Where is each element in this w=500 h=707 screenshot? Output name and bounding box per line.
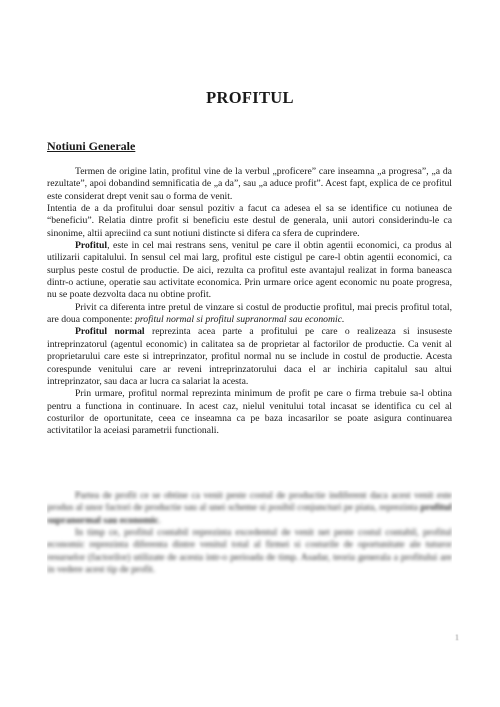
bold-term: profitul supranormal sau economic (47, 502, 452, 526)
document-title: PROFITUL (206, 88, 294, 107)
paragraph: In timp ce, profitul contabil reprezinta excedentul de venit net peste costul contabil, profitul economic reprezinta diferenta dintre venitul total al firmei si costurile de oportunitate ale tuturor resurselor (factorilor) utilizate de acesta intr-o perioada de timp. Asadar, teoria generala a profitului are in vedere acest tip de profit. (47, 527, 452, 576)
bold-term: Profitul (75, 240, 108, 252)
paragraph-text: Partea de profit ce se obtine ca venit peste costul de productie indiferent daca acest venit este produs al unor factori de productie sau al unei scheme si posibil conjuncturi pe piata, reprezinta (47, 490, 452, 514)
paragraph: Termen de origine latin, profitul vine de la verbul „proficere” care inseamna „a progresa”, „a da rezultate”, apoi dobandind semnificatia de „a da”, sau „a aduce profit”. Acest fapt, explica de ce profitul este considerat drept venit sau o forma de venit. (47, 166, 452, 202)
blurred-preview-region (47, 490, 452, 590)
bold-term: Profitul normal (75, 326, 145, 338)
paragraph-text: Privit ca diferenta intre pretul de vinzare si costul de productie profitul, mai precis profitul total, are doua componente: (47, 301, 452, 326)
paragraph: Prin urmare, profitul normal reprezinta minimum de profit pe care o firma trebuie sa-l obtina pentru a functiona in continuare. In acest caz, nielul venitului total incasat se identifica cu cel al costurilor de oportunitate, ceea ce inseamna ca pe baza incasarilor se poate asigura continuarea activitatilor la aceiasi parametrii functionali. (47, 388, 452, 437)
italic-term: profitul normal si profitul supranormal sau economic. (134, 314, 345, 326)
paragraph-text: . (158, 514, 161, 526)
paragraph-text: , este in cel mai restrans sens, venitul pe care il obtin agentii economici, ca produs al utilizarii capitalului. In sensul cel mai larg, profitul este cistigul pe care-l obtin agentii economici, ca surplus peste costul de productie. De aici, rezulta ca profitul este avantajul realizat in forma baneasca dintr-o actiune, operatie sau activitate economica. Prin urmare orice agent economic nu poate progresa, nu se poate dezvolta daca nu obtine profit. (47, 240, 452, 301)
paragraph: Intentia de a da profitului doar sensul pozitiv a facut ca adesea el sa se identifice cu notiunea de “beneficiu”. Relatia dintre profit si beneficiu este destul de generala, unii autori considerindu-le ca sinonime, altii apreciind ca sunt notiuni distincte si difera ca sfera de cuprindere. (47, 203, 452, 239)
paragraph-text: reprezinta acea parte a profitului pe care o realizeaza si insuseste intreprinzatorul (agentul economic) in calitatea sa de proprietar al factorilor de productie. Ca venit al proprietarului care este si intreprinzator, profitul normal nu se include in costul de productie. Acesta corespunde venitului care ar reveni intreprinzatorului daca el ar inchiria capitalul sau altui intreprinzator, sau daca ar lucra ca salariat la acesta. (47, 326, 452, 387)
document-body (47, 166, 452, 438)
paragraph (47, 240, 452, 302)
section-heading: Notiuni Generale (47, 139, 136, 153)
paragraph (47, 326, 452, 388)
blurred-text (47, 490, 452, 576)
page-number: 1 (455, 633, 459, 642)
paragraph (47, 490, 452, 527)
paragraph (47, 302, 452, 327)
